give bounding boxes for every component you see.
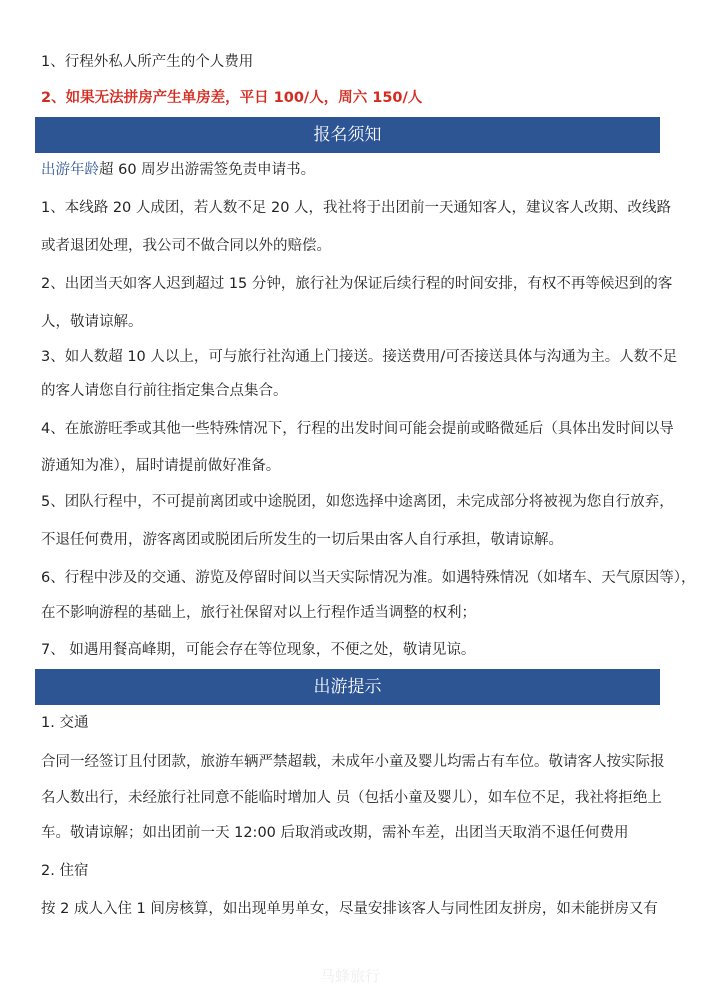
age-text: 超 60 周岁出游需签免责申请书。	[99, 162, 316, 178]
signup-line: 人，敬请谅解。	[41, 314, 143, 330]
watermark: 马蜂旅行	[320, 967, 381, 985]
signup-line: 2、出团当天如客人迟到超过 15 分钟，旅行社为保证后续行程的时间安排，有权不再等候迟到的客	[41, 276, 673, 292]
signup-line: 1、本线路 20 人成团，若人数不足 20 人，我社将于出团前一天通知客人，建议客人改期、改线路	[41, 200, 672, 216]
tips-line: 按 2 成人入住 1 间房核算，如出现单男单女，尽量安排该客人与同性团友拼房，如未能拼房又有	[41, 901, 658, 917]
signup-line: 或者退团处理，我公司不做合同以外的赔偿。	[41, 238, 331, 254]
tips-section-header: 出游提示	[35, 669, 660, 705]
fee-item-2: 2、如果无法拼房产生单房差，平日 100/人，周六 150/人	[41, 90, 423, 106]
age-label: 出游年龄	[41, 162, 99, 178]
tips-line: 车。敬请谅解；如出团前一天 12:00 后取消或改期，需补车差，出团当天取消不退任何费用	[41, 825, 629, 841]
signup-line: 不退任何费用，游客离团或脱团后所发生的一切后果由客人自行承担，敬请谅解。	[41, 532, 563, 548]
signup-line: 7、 如遇用餐高峰期，可能会存在等位现象，不便之处，敬请见谅。	[41, 642, 476, 658]
signup-line: 在不影响游程的基础上，旅行社保留对以上行程作适当调整的权利；	[41, 605, 476, 621]
tips-line: 2. 住宿	[41, 863, 89, 879]
signup-line: 3、如人数超 10 人以上，可与旅行社沟通上门接送。接送费用/可否接送具体与沟通为主。人数不足	[41, 349, 678, 365]
tips-line: 名人数出行，未经旅行社同意不能临时增加人 员（包括小童及婴儿），如车位不足，我社将拒绝上	[41, 790, 662, 806]
signup-line: 的客人请您自行前往指定集合点集合。	[41, 383, 288, 399]
signup-line: 6、行程中涉及的交通、游览及停留时间以当天实际情况为准。如遇特殊情况（如堵车、天气原因等），	[41, 570, 696, 586]
fee-item-1: 1、行程外私人所产生的个人费用	[41, 54, 254, 70]
signup-line: 5、团队行程中，不可提前离团或中途脱团，如您选择中途离团，未完成部分将被视为您自行放弃，	[41, 494, 674, 510]
signup-line: 游通知为准），届时请提前做好准备。	[41, 458, 281, 474]
signup-section-header: 报名须知	[35, 117, 660, 153]
tips-line: 合同一经签订且付团款，旅游车辆严禁超载，未成年小童及婴儿均需占有车位。敬请客人按实际报	[41, 754, 665, 770]
tips-line: 1. 交通	[41, 715, 89, 731]
age-note	[41, 160, 660, 180]
signup-line: 4、在旅游旺季或其他一些特殊情况下，行程的出发时间可能会提前或略微延后（具体出发时间以导	[41, 421, 674, 437]
